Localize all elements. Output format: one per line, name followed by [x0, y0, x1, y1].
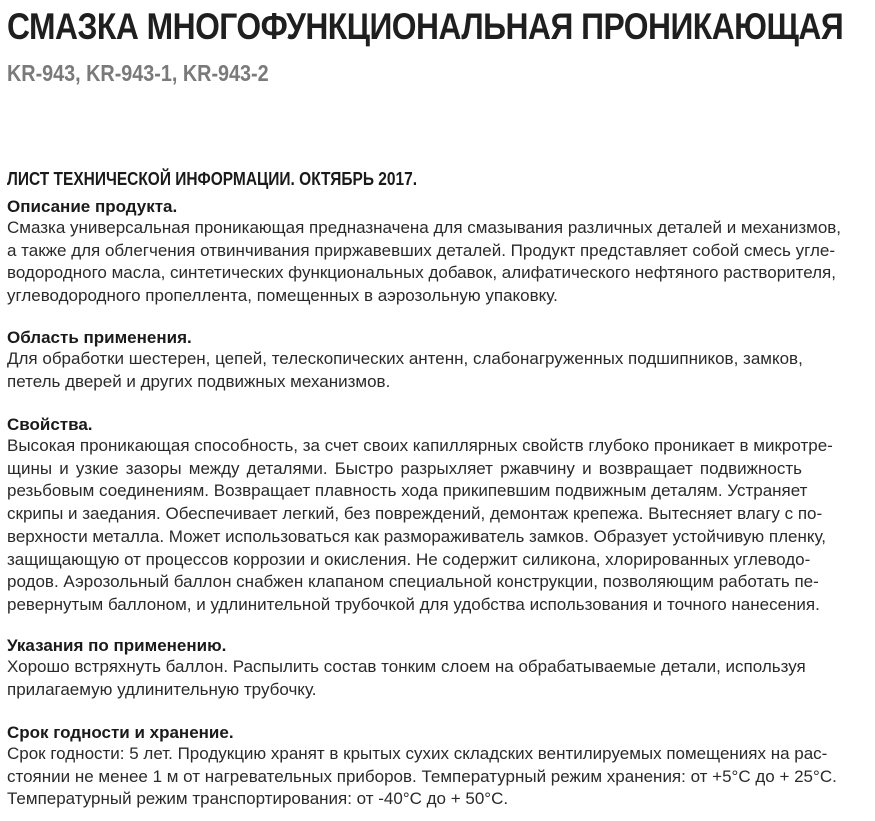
- section-application-area: [7, 327, 802, 393]
- section-properties: [7, 414, 833, 617]
- product-codes: KR-943, KR-943-1, KR-943-2: [7, 60, 269, 86]
- section-line: ревернутым баллоном, и удлинительной трубочкой для удобства использования и точного нанесения.: [7, 594, 820, 614]
- section-line: Высокая проникающая способность, за счет своих капиллярных свойств глубоко проникает в микротре-: [7, 436, 833, 455]
- section-title: Описание продукта.: [7, 197, 178, 216]
- section-title: Свойства.: [7, 415, 93, 434]
- section-line: а также для облегчения отвинчивания приржавевших деталей. Продукт представляет собой смесь угле-: [7, 240, 835, 260]
- section-usage-instructions: [7, 635, 806, 701]
- infosheet-block: [7, 130, 484, 190]
- section-line: щины и узкие зазоры между деталями. Быстро разрыхляет ржавчину и возвращает подвижность: [7, 458, 802, 478]
- section-line: прилагаемую удлинительную трубочку.: [7, 679, 317, 699]
- section-line: верхности металла. Может использоваться как размораживатель замков. Образует устойчивую пленку,: [7, 526, 826, 546]
- section-line: Смазка универсальная проникающая предназначена для смазывания различных деталей и механизмов,: [7, 218, 842, 237]
- section-line: скрипы и заедания. Обеспечивает легкий, без повреждений, демонтаж крепежа. Вытесняет влагу с по-: [7, 504, 823, 524]
- section-line: Хорошо встряхнуть баллон. Распылить состав тонким слоем на обрабатываемые детали, используя: [7, 657, 806, 676]
- codes-block: [7, 52, 311, 87]
- section-line: водородного масла, синтетических функциональных добавок, алифатического нефтяного растворителя,: [7, 263, 836, 283]
- section-shelf-life-storage: [7, 722, 837, 811]
- section-line: резьбовым соединениям. Возвращает плавность хода прикипевшим подвижным деталям. Устраняет: [7, 481, 808, 501]
- section-title: Область применения.: [7, 328, 192, 347]
- section-line: Срок годности: 5 лет. Продукцию хранят в крытых сухих складских вентилируемых помещениях на рас-: [7, 744, 828, 763]
- section-title: Срок годности и хранение.: [7, 723, 234, 742]
- section-line: петель дверей и других подвижных механизмов.: [7, 371, 391, 391]
- infosheet-heading: ЛИСТ ТЕХНИЧЕСКОЙ ИНФОРМАЦИИ. ОКТЯБРЬ 2017.: [7, 169, 418, 189]
- section-line: углеводородного пропеллента, помещенных в аэрозольную упаковку.: [7, 286, 558, 306]
- section-line: родов. Аэрозольный баллон снабжен клапаном специальной конструкции, позволяющим работать пе-: [7, 572, 819, 592]
- title-block: [7, 0, 875, 49]
- section-description: [7, 196, 842, 308]
- section-line: защищающую от процессов коррозии и окисления. Не содержит силикона, хлорированных углеводо-: [7, 549, 811, 569]
- section-line: Температурный режим транспортирования: от -40°C до + 50°C.: [7, 789, 509, 809]
- section-line: Для обработки шестерен, цепей, телескопических антенн, слабонагруженных подшипников, замков,: [7, 349, 803, 368]
- section-title: Указания по применению.: [7, 636, 227, 655]
- product-title: СМАЗКА МНОГОФУНКЦИОНАЛЬНАЯ ПРОНИКАЮЩАЯ: [7, 6, 844, 47]
- section-line: стоянии не менее 1 м от нагревательных приборов. Температурный режим хранения: от +5°C до + 25°C.: [7, 766, 837, 786]
